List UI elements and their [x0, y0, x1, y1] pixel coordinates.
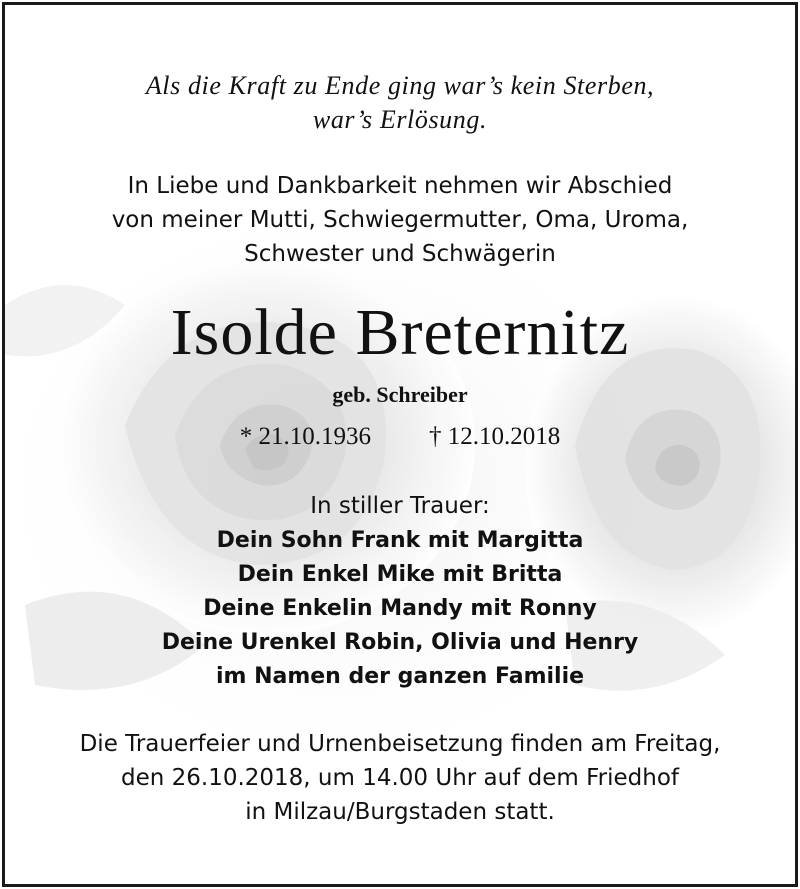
life-dates	[5, 423, 795, 451]
birth-date: * 21.10.1936	[239, 423, 371, 450]
death-date: † 12.10.2018	[429, 423, 561, 450]
deceased-name: Isolde Breternitz	[170, 296, 630, 369]
mourner-line: im Namen der ganzen Familie	[215, 664, 585, 689]
mourners-heading: In stiller Trauer:	[310, 493, 490, 519]
obituary-notice	[2, 2, 798, 887]
intro-line-2: von meiner Mutti, Schwiegermutter, Oma, Uroma,	[111, 207, 689, 233]
intro-line-3: Schwester und Schwägerin	[244, 241, 556, 267]
funeral-line-1: Die Trauerfeier und Urnenbeisetzung finden am Freitag,	[79, 731, 721, 757]
maiden-name: geb. Schreiber	[332, 382, 468, 407]
motto-line-1: Als die Kraft zu Ende ging war’s kein Sterben,	[145, 71, 655, 100]
mourner-line: Dein Sohn Frank mit Margitta	[216, 528, 584, 553]
notice-text	[5, 5, 795, 884]
mourner-line: Dein Enkel Mike mit Britta	[237, 562, 563, 587]
funeral-line-3: in Milzau/Burgstaden statt.	[245, 799, 555, 825]
motto-line-2: war’s Erlösung.	[312, 105, 488, 134]
mourner-line: Deine Urenkel Robin, Olivia und Henry	[161, 630, 639, 655]
intro-line-1: In Liebe und Dankbarkeit nehmen wir Abschied	[127, 173, 673, 199]
funeral-line-2: den 26.10.2018, um 14.00 Uhr auf dem Friedhof	[120, 765, 680, 791]
mourner-line: Deine Enkelin Mandy mit Ronny	[203, 596, 597, 621]
